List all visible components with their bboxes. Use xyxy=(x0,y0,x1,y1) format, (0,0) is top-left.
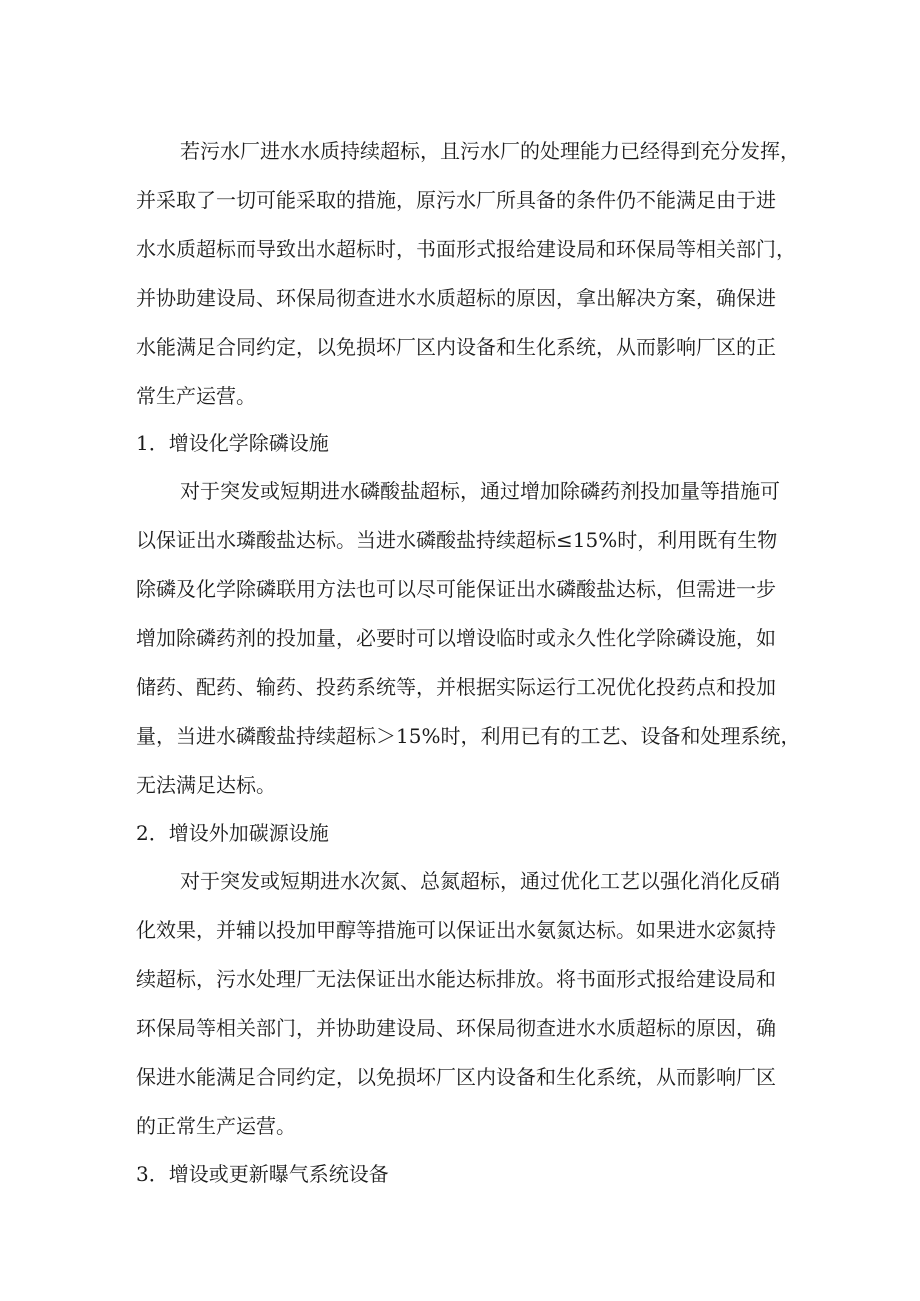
paragraph-1-line-6: 常生产运营。 xyxy=(136,384,256,408)
paragraph-2-line-5: 储药、配药、输药、投药系统等，并根据实际运行工况优化投药点和投加 xyxy=(136,675,776,699)
paragraph-1-line-1: 若污水厂进水水质持续超标，且污水厂的处理能力已经得到充分发挥， xyxy=(180,139,800,163)
paragraph-1-line-5: 水能满足合同约定，以免损坏厂区内设备和生化系统，从而影响厂区的正 xyxy=(136,335,776,359)
paragraph-3-line-3: 续超标，污水处理厂无法保证出水能达标排放。将书面形式报给建设局和 xyxy=(136,967,776,991)
paragraph-2-line-4: 增加除磷药剂的投加量，必要时可以增设临时或永久性化学除磷设施，如 xyxy=(136,626,776,650)
paragraph-3-line-6: 的正常生产运营。 xyxy=(136,1114,296,1138)
section-heading-3: 3．增设或更新曝气系统设备 xyxy=(136,1162,389,1186)
paragraph-3-line-1: 对于突发或短期进水次氮、总氮超标，通过优化工艺以强化消化反硝 xyxy=(180,869,780,893)
paragraph-2-line-6: 量，当进水磷酸盐持续超标＞15%时，利用已有的工艺、设备和处理系统， xyxy=(136,724,801,748)
paragraph-2-line-1: 对于突发或短期进水磷酸盐超标，通过增加除磷药剂投加量等措施可 xyxy=(180,479,780,503)
paragraph-3-line-5: 保进水能满足合同约定，以免损坏厂区内设备和生化系统，从而影响厂区 xyxy=(136,1065,776,1089)
paragraph-2-line-7: 无法满足达标。 xyxy=(136,773,276,797)
paragraph-1-line-2: 并采取了一切可能采取的措施，原污水厂所具备的条件仍不能满足由于进 xyxy=(136,188,776,212)
section-heading-1: 1．增设化学除磷设施 xyxy=(136,431,329,455)
paragraph-1-line-3: 水水质超标而导致出水超标时，书面形式报给建设局和环保局等相关部门， xyxy=(136,237,796,261)
paragraph-2-line-2: 以保证出水璘酸盐达标。当进水磷酸盐持续超标≤15%时，利用既有生物 xyxy=(136,528,778,552)
paragraph-1-line-4: 并协助建设局、环保局彻查进水水质超标的原因，拿出解决方案，确保进 xyxy=(136,286,776,310)
paragraph-3-line-4: 环保局等相关部门，并协助建设局、环保局彻查进水水质超标的原因，确 xyxy=(136,1016,776,1040)
paragraph-3-line-2: 化效果，并辅以投加甲醇等措施可以保证出水氨氮达标。如果进水宓氮持 xyxy=(136,918,776,942)
section-heading-2: 2．增设外加碳源设施 xyxy=(136,821,329,845)
paragraph-2-line-3: 除磷及化学除磷联用方法也可以尽可能保证出水磷酸盐达标，但需进一步 xyxy=(136,577,776,601)
